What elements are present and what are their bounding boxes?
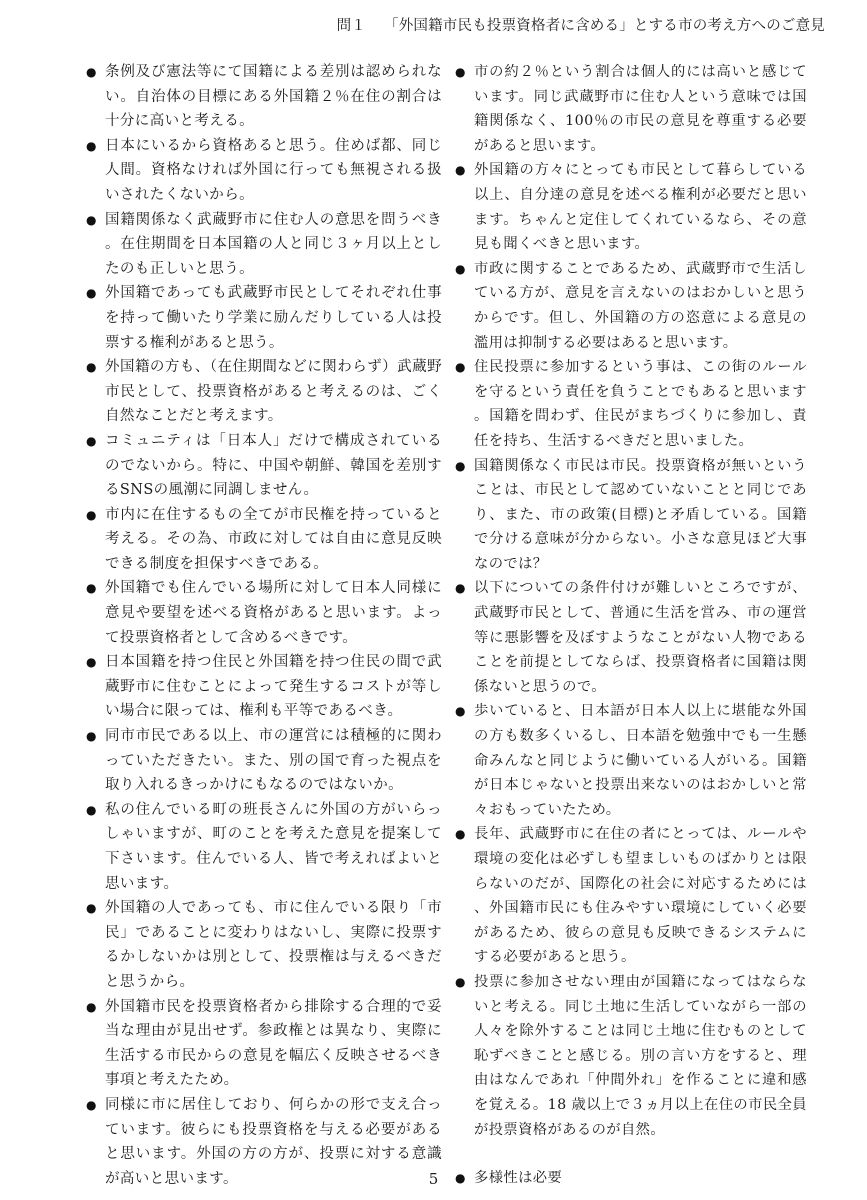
bullet-icon: ● — [455, 827, 466, 842]
opinion-item — [86, 650, 442, 724]
opinion-text: 外国籍でも住んでいる場所に対して日本人同様に意見や要望を述べる資格があると思います。よって投票資格者として含めるべきです。 — [105, 580, 442, 646]
bullet-icon: ● — [86, 901, 97, 916]
bullet-icon: ● — [455, 65, 466, 79]
question-number: 問１ — [336, 18, 366, 34]
opinion-text: 市政に関することであるため、武蔵野市で生活している方が、意見を言えないのはおかしいと思うからです。但し、外国籍の方の恣意による意見の濫用は抑制する必要はあると思います。 — [474, 260, 807, 351]
opinion-text: 歩いていると、日本語が日本人以上に堪能な外国の方も数多くいるし、日本語を勉強中でも一生懸命みんなと同じように働いている人がいる。国籍が日本じゃないと投票出来ないのはおかしいと常々おもっていたため。 — [474, 703, 807, 818]
bullet-icon: ● — [86, 433, 97, 448]
bullet-icon: ● — [455, 458, 466, 473]
opinion-text: 市の約２％という割合は個人的には高いと感じています。同じ武蔵野市に住む人という意味では国籍関係なく、100％の市民の意見を尊重する必要があると思います。 — [474, 64, 807, 154]
opinion-text: 外国籍の方々にとっても市民として暮らしている以上、自分達の意見を述べる権利が必要だと思います。ちゃんと定住してくれているなら、その意見も聞くべきと思います。 — [474, 162, 807, 253]
right-opinion-column — [455, 60, 807, 1191]
bullet-icon: ● — [86, 65, 97, 79]
bullet-icon: ● — [86, 655, 97, 670]
opinion-text: 私の住んでいる町の班長さんに外国の方がいらっしゃいますが、町のことを考えた意見を提案して下さいます。住んでいる人、皆で考えればよいと思います。 — [105, 801, 442, 892]
bullet-icon: ● — [455, 581, 466, 596]
opinion-item — [455, 355, 807, 453]
opinion-text: コミュニティは「日本人」だけで構成されているのでないから。特に、中国や朝鮮、韓国を差別するSNSの風潮に同調しません。 — [105, 432, 442, 499]
opinion-item — [86, 281, 442, 355]
opinion-text: 外国籍の方も、（在住期間などに関わらず）武蔵野市民として、投票資格があると考えるのは、ごく自然なことだと考えます。 — [105, 359, 442, 425]
opinion-text: 住民投票に参加するという事は、この街のルールを守るという責任を負うことでもあると思います。国籍を問わず、住民がまちづくりに参加し、責任を持ち、生活するべきだと思いました。 — [474, 359, 807, 449]
bullet-icon: ● — [86, 999, 97, 1014]
bullet-icon: ● — [455, 704, 466, 719]
bullet-icon: ● — [86, 1097, 97, 1112]
opinion-item — [455, 699, 807, 822]
bullet-icon: ● — [86, 581, 97, 596]
bullet-icon: ● — [86, 360, 97, 375]
bullet-icon: ● — [86, 138, 97, 153]
left-opinion-column — [86, 60, 442, 1191]
opinion-text: 日本国籍を持つ住民と外国籍を持つ住民の間で武蔵野市に住むことによって発生するコストが等しい場合に限っては、権利も平等であるべき。 — [105, 654, 442, 720]
opinion-text: 外国籍市民を投票資格者から排除する合理的で妥当な理由が見出せず。参政権とは異なり、実際に生活する市民からの意見を幅広く反映させるべき事項と考えたため。 — [105, 998, 442, 1089]
bullet-icon: ● — [455, 163, 466, 178]
opinion-item — [455, 822, 807, 970]
opinion-text: 外国籍の人であっても、市に住んでいる限り「市民」であることに変わりはないし、実際に投票するかしないかは別として、投票権は与えるべきだと思うから。 — [105, 900, 442, 990]
opinion-text: 同様に市に居住しており、何らかの形で支え合っています。彼らにも投票資格を与える必要があると思います。外国の方の方が、投票に対する意識が高いと思います。 — [105, 1096, 442, 1187]
bullet-icon: ● — [86, 729, 97, 744]
opinion-text: 多様性は必要 — [474, 1170, 563, 1187]
opinion-item — [86, 896, 442, 994]
bullet-icon: ● — [455, 1171, 466, 1186]
opinion-text: 市内に在住するもの全てが市民権を持っていると考える。その為、市政に対しては自由に意見反映できる制度を担保すべきである。 — [105, 506, 442, 572]
opinion-item — [86, 798, 442, 896]
bullet-icon: ● — [86, 507, 97, 522]
opinion-item — [86, 724, 442, 798]
opinion-text: 同市市民である以上、市の運営には積極的に関わっていただきたい。また、別の国で育った視点を取り入れるきっかけにもなるのではないか。 — [105, 728, 442, 794]
opinion-text: 投票に参加させない理由が国籍になってはならないと考える。同じ土地に生活していながら一部の人々を除外することは同じ土地に住むものとして恥ずべきことと感じる。別の言い方をすると、理由はなんであれ「仲間外れ」を作ることに違和感を覚える。18 歳以上で３ヵ月以上在住の市民全員が投票資格があるのが自然。 — [474, 973, 807, 1138]
bullet-icon: ● — [86, 286, 97, 301]
opinion-item — [86, 208, 442, 282]
bullet-icon: ● — [455, 974, 466, 989]
opinion-item — [86, 995, 442, 1093]
bullet-icon: ● — [86, 212, 97, 227]
opinion-item — [455, 158, 807, 256]
opinion-text: 日本にいるから資格あると思う。住めば都、同じ人間。資格なければ外国に行っても無視される扱いされたくないから。 — [105, 137, 442, 203]
opinion-item — [86, 576, 442, 650]
opinion-item — [455, 257, 807, 355]
opinion-item — [455, 970, 807, 1142]
opinion-item — [86, 134, 442, 208]
opinion-text: 外国籍であっても武蔵野市民としてそれぞれ仕事を持って働いたり学業に励んだりしている人は投票する権利があると思う。 — [105, 285, 442, 351]
opinion-item — [86, 503, 442, 577]
opinion-text: 以下についての条件付けが難しいところですが、武蔵野市民として、普通に生活を営み、市の運営等に悪影響を及ぼすようなことがない人物であることを前提としてならば、投票資格者に国籍は関係ないと思うので。 — [474, 580, 807, 695]
opinion-text: 条例及び憲法等にて国籍による差別は認められない。自治体の目標にある外国籍２％在住の割合は十分に高いと考える。 — [105, 64, 442, 130]
bullet-icon: ● — [86, 802, 97, 817]
opinion-item — [455, 454, 807, 577]
opinion-item — [86, 60, 442, 134]
bullet-icon: ● — [455, 261, 466, 276]
opinion-text: 長年、武蔵野市に在住の者にとっては、ルールや環境の変化は必ずしも望ましいものばかりとは限らないのだが、国際化の社会に対応するためには、外国籍市民にも住みやすい環境にしていく必要があるため、彼らの意見も反映できるシステムにする必要があると思う。 — [474, 826, 807, 966]
opinion-item — [455, 576, 807, 699]
opinion-item — [455, 60, 807, 158]
opinion-item — [86, 429, 442, 503]
opinion-text: 国籍関係なく武蔵野市に住む人の意思を問うべき。在住期間を日本国籍の人と同じ３ヶ月以上としたのも正しいと思う。 — [105, 211, 442, 277]
opinion-item — [86, 355, 442, 429]
page-header — [337, 14, 825, 35]
page-number: 5 — [428, 1170, 439, 1188]
question-title: 「外国籍市民も投票資格者に含める」とする市の考え方へのご意見 — [384, 18, 825, 34]
bullet-icon: ● — [455, 360, 466, 375]
opinion-text: 国籍関係なく市民は市民。投票資格が無いということは、市民として認めていないことと同じであり、また、市の政策(目標)と矛盾している。国籍で分ける意味が分からない。小さな意見ほど大事なのでは？ — [474, 457, 807, 572]
